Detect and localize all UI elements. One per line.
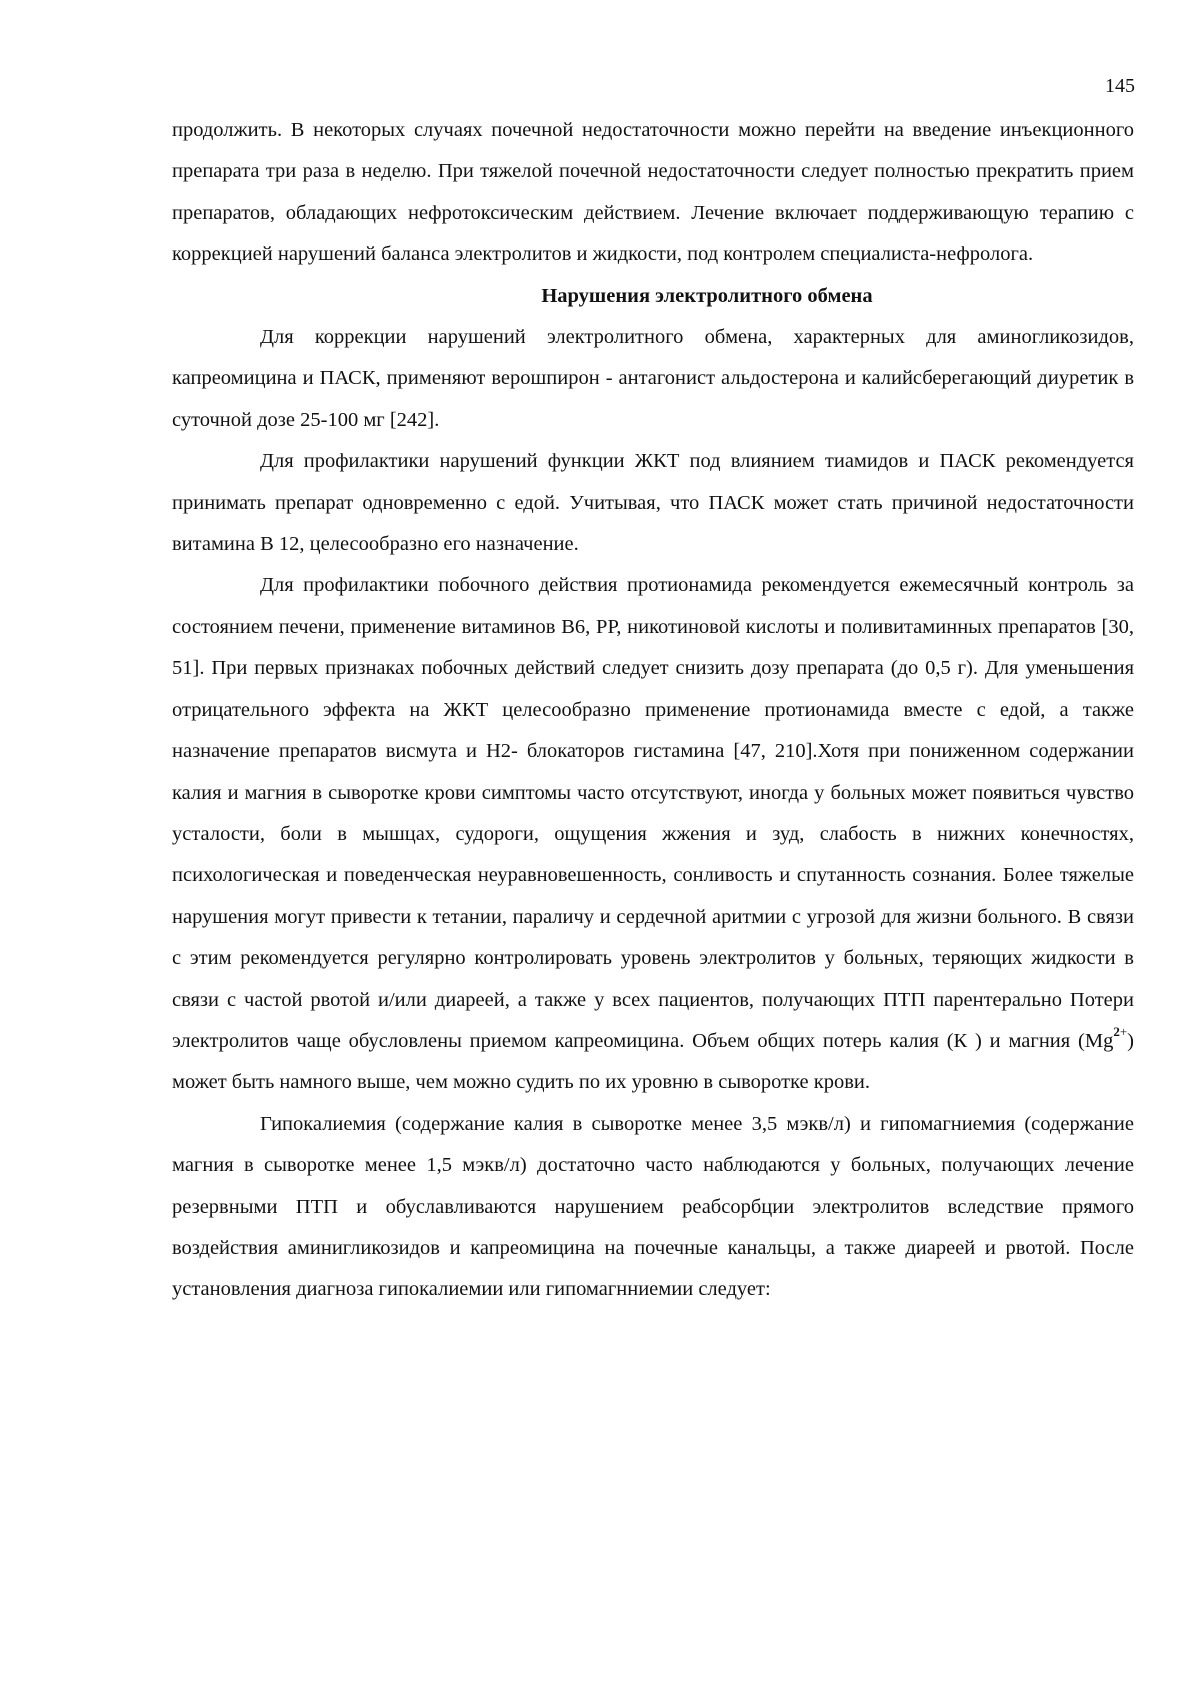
- superscript-charge: 2+: [1113, 1024, 1128, 1040]
- paragraph: Для коррекции нарушений электролитного обмена, характерных для аминогликозидов, капреомицина и ПАСК, применяют верошпирон - антагонист альдостерона и калийсберегающий диуретик в суточной дозе 25-100 мг [242].: [172, 326, 1134, 431]
- page-number: 145: [1105, 75, 1135, 97]
- section-heading: Нарушения электролитного обмена: [541, 284, 873, 307]
- paragraph: Гипокалиемия (содержание калия в сыворотке менее 3,5 мэкв/л) и гипомагниемия (содержание магния в сыворотке менее 1,5 мэкв/л) достаточно часто наблюдаются у больных, получающих лечение резервными ПТП и обуславливаются нарушением реабсорбции электролитов вследствие прямого воздействия аминигликозидов и капреомицина на почечные канальцы, а также диареей и рвотой. После установления диагноза гипокалиемии или гипомагнниемии следует:: [172, 1112, 1134, 1301]
- paragraph-text: Для профилактики побочного действия протионамида рекомендуется ежемесячный контроль за состоянием печени, применение витаминов В6, РР, никотиновой кислоты и поливитаминных препаратов [30, 51]. При первых признаках побочных действий следует снизить дозу препарата (до 0,5 г). Для уменьшения отрицательного эффекта на ЖКТ целесообразно применение протионамида вместе с едой, а также назначение препаратов висмута и Н2- блокаторов гистамина [47, 210].Хотя при пониженном содержании калия и магния в сыворотке крови симптомы часто отсутствуют, иногда у больных может появиться чувство усталости, боли в мышцах, судороги, ощущения жжения и зуд, слабость в нижних конечностях, психологическая и поведенческая неуравновешенность, сонливость и спутанность сознания. Более тяжелые нарушения могут привести к тетании, параличу и сердечной аритмии с угрозой для жизни больного. В связи с этим рекомендуется регулярно контролировать уровень электролитов у больных, теряющих жидкости в связи с частой рвотой и/или диареей, а также у всех пациентов, получающих ПТП парентерально Потери электролитов чаще обусловлены приемом капреомицина. Объем общих потерь калия (К ) и магния (Mg: [172, 574, 1134, 1052]
- paragraph-text-tail: ) может быть намного выше, чем можно судить по их уровню в сыворотке крови.: [172, 1029, 1134, 1094]
- paragraph: Для профилактики нарушений функции ЖКТ под влиянием тиамидов и ПАСК рекомендуется принимать препарат одновременно с едой. Учитывая, что ПАСК может стать причиной недостаточности витамина В 12, целесообразно его назначение.: [172, 450, 1134, 556]
- paragraph: продолжить. В некоторых случаях почечной недостаточности можно перейти на введение инъекционного препарата три раза в неделю. При тяжелой почечной недостаточности следует полностью прекратить прием препаратов, обладающих нефротоксическим действием. Лечение включает поддерживающую терапию с коррекцией нарушений баланса электролитов и жидкости, под контролем специалиста-нефролога.: [172, 119, 1134, 266]
- body-text: [172, 110, 1134, 1311]
- paragraph: [172, 565, 1134, 1103]
